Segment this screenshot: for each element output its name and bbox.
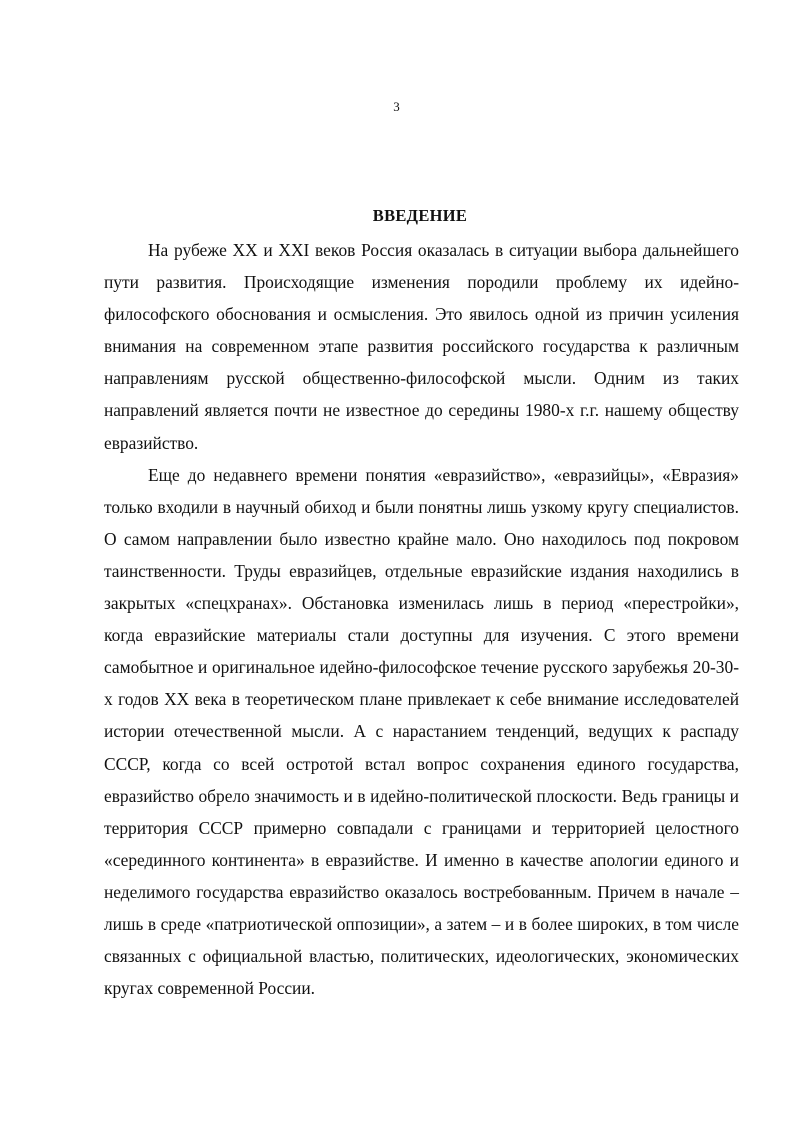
paragraph-2: Еще до недавнего времени понятия «евразийство», «евразийцы», «Евразия» только входили в научный обиход и были понятны лишь узкому кругу специалистов. О самом направлении было известно крайне мало. Оно находилось под покровом таинственности. Труды евразийцев, отдельные евразийские издания находились в закрытых «спецхранах». Обстановка изменилась лишь в период «перестройки», когда евразийские материалы стали доступны для изучения. С этого времени самобытное и оригинальное идейно-философское течение русского зарубежья 20-30-х годов XX века в теоретическом плане привлекает к себе внимание исследователей истории отечественной мысли. А с нарастанием тенденций, ведущих к распаду СССР, когда со всей остротой встал вопрос сохранения единого государства, евразийство обрело значимость и в идейно-политической плоскости. Ведь границы и территория СССР примерно совпадали с границами и территорией целостного «серединного континента» в евразийстве. И именно в качестве апологии единого и неделимого государства евразийство оказалось востребованным. Причем в начале – лишь в среде «патриотической оппозиции», а затем – и в более широких, в том числе связанных с официальной властью, политических, идеологических, экономических кругах современной России. <box>104 464 739 999</box>
section-heading: ВВЕДЕНИЕ <box>372 206 468 225</box>
body-text <box>104 234 739 1004</box>
page-number: 3 <box>393 99 400 114</box>
paragraph-1: На рубеже XX и XXI веков Россия оказалась в ситуации выбора дальнейшего пути развития. Происходящие изменения породили проблему их идейно-философского обоснования и осмысления. Это явилось одной из причин усиления внимания на современном этапе развития российского государства к различным направлениям русской общественно-философской мысли. Одним из таких направлений является почти не известное до середины 1980-х г.г. нашему обществу евразийство. <box>104 240 739 453</box>
